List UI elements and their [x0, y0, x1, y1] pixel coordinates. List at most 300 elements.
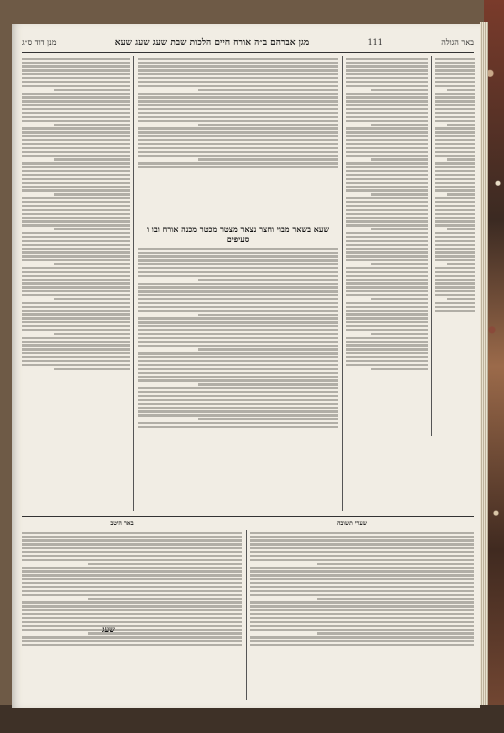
text-line [346, 143, 428, 145]
text-line [346, 139, 428, 141]
text-line [250, 605, 474, 607]
text-line [346, 255, 428, 257]
main-text-upper [138, 56, 338, 221]
text-line [435, 255, 475, 257]
text-line [435, 271, 475, 273]
text-line [250, 629, 474, 631]
header-title: מגן אברהם ב״ה אורח חיים הלכות שבת שעג שעג שעא [114, 37, 310, 48]
text-line [22, 282, 130, 284]
text-line [138, 69, 338, 71]
text-line [22, 170, 130, 172]
text-line [346, 77, 428, 79]
text-line [22, 294, 130, 296]
text-line [435, 151, 475, 153]
text-line [346, 65, 428, 67]
text-line [22, 81, 130, 83]
text-line [346, 205, 428, 207]
text-line [435, 182, 475, 184]
text-line [138, 410, 338, 412]
text-line [346, 317, 428, 319]
text-line [138, 368, 338, 370]
text-line [346, 244, 428, 246]
text-line [435, 251, 475, 253]
text-line [447, 89, 475, 91]
text-line [250, 555, 474, 557]
text-line [346, 166, 428, 168]
text-line [22, 352, 130, 354]
text-line [138, 162, 338, 164]
text-line [138, 356, 338, 358]
text-line [346, 209, 428, 211]
text-line [250, 601, 474, 603]
footnote-siman-word: שעג [102, 624, 115, 634]
text-line [22, 116, 130, 118]
text-line [22, 578, 242, 580]
text-line [346, 279, 428, 281]
text-line [346, 104, 428, 106]
text-line [346, 178, 428, 180]
text-line [54, 333, 130, 335]
text-line [371, 333, 428, 335]
text-line [22, 143, 130, 145]
text-line [435, 162, 475, 164]
text-line [22, 313, 130, 315]
text-line [435, 306, 475, 308]
column-separator [133, 56, 134, 511]
text-line [22, 135, 130, 137]
text-line [346, 93, 428, 95]
text-line [250, 644, 474, 646]
text-line [435, 220, 475, 222]
text-line [346, 321, 428, 323]
text-line [22, 555, 242, 557]
text-line [22, 360, 130, 362]
text-line [435, 189, 475, 191]
text-line [346, 352, 428, 354]
text-line [435, 248, 475, 250]
text-line [346, 348, 428, 350]
footnote-right-text [250, 530, 474, 700]
text-line [435, 244, 475, 246]
text-line [435, 100, 475, 102]
text-line [22, 290, 130, 292]
text-line [22, 601, 242, 603]
text-line [22, 104, 130, 106]
text-line [250, 609, 474, 611]
text-line [138, 116, 338, 118]
text-line [435, 286, 475, 288]
text-line [435, 116, 475, 118]
text-line [346, 182, 428, 184]
text-line [88, 563, 242, 565]
text-line [250, 567, 474, 569]
text-line [138, 85, 338, 87]
text-line [435, 290, 475, 292]
text-line [138, 364, 338, 366]
text-line [138, 317, 338, 319]
text-line [435, 112, 475, 114]
text-line [435, 166, 475, 168]
text-line [138, 341, 338, 343]
text-line [435, 81, 475, 83]
text-line [22, 543, 242, 545]
text-line [22, 232, 130, 234]
text-line [346, 147, 428, 149]
text-line [22, 108, 130, 110]
commentary-left-column [22, 56, 130, 511]
text-line [435, 267, 475, 269]
text-line [138, 387, 338, 389]
text-line [435, 104, 475, 106]
text-line [22, 636, 242, 638]
text-line [22, 120, 130, 122]
text-line [138, 73, 338, 75]
text-line [22, 306, 130, 308]
text-line [138, 399, 338, 401]
text-line [346, 325, 428, 327]
text-line [22, 240, 130, 242]
text-line [22, 182, 130, 184]
text-line [138, 135, 338, 137]
text-line [250, 621, 474, 623]
text-line [138, 283, 338, 285]
text-line [22, 147, 130, 149]
text-line [22, 617, 242, 619]
text-line [138, 104, 338, 106]
text-line [346, 313, 428, 315]
text-line [138, 275, 338, 277]
text-line [22, 590, 242, 592]
text-line [138, 96, 338, 98]
text-line [447, 124, 475, 126]
text-line [138, 321, 338, 323]
text-line [346, 337, 428, 339]
text-line [435, 279, 475, 281]
text-line [22, 93, 130, 95]
text-line [447, 193, 475, 195]
text-line [22, 236, 130, 238]
text-line [138, 120, 338, 122]
text-line [22, 341, 130, 343]
text-line [250, 625, 474, 627]
text-line [138, 112, 338, 114]
text-line [435, 294, 475, 296]
text-line [250, 636, 474, 638]
text-line [138, 155, 338, 157]
text-line [22, 189, 130, 191]
text-line [435, 147, 475, 149]
siman-heading: שעא בשאר מבוי וחצר נצאר מצטר מכטר מכנה אורח ובו ו סעיפים [146, 224, 330, 244]
text-line [22, 197, 130, 199]
text-line [138, 372, 338, 374]
text-line [435, 178, 475, 180]
text-line [317, 632, 474, 634]
text-line [435, 135, 475, 137]
text-line [250, 559, 474, 561]
text-line [346, 170, 428, 172]
text-line [198, 89, 338, 91]
header-right-label: באר הגולה [441, 37, 474, 47]
text-line [346, 294, 428, 296]
text-line [346, 100, 428, 102]
text-line [138, 139, 338, 141]
text-line [346, 271, 428, 273]
text-line [198, 158, 338, 160]
book-page [12, 24, 480, 708]
text-line [22, 574, 242, 576]
text-line [138, 62, 338, 64]
text-line [22, 255, 130, 257]
text-line [346, 240, 428, 242]
text-line [346, 306, 428, 308]
text-line [138, 306, 338, 308]
text-line [346, 236, 428, 238]
text-line [371, 193, 428, 195]
text-line [447, 228, 475, 230]
text-line [346, 112, 428, 114]
text-line [435, 143, 475, 145]
text-line [138, 379, 338, 381]
text-line [138, 329, 338, 331]
text-line [346, 197, 428, 199]
text-line [198, 348, 338, 350]
text-line [138, 255, 338, 257]
text-line [435, 201, 475, 203]
text-line [138, 360, 338, 362]
text-line [346, 151, 428, 153]
text-line [250, 574, 474, 576]
text-line [346, 282, 428, 284]
column-separator [431, 56, 432, 436]
text-line [250, 594, 474, 596]
text-line [138, 407, 338, 409]
text-line [435, 131, 475, 133]
text-line [138, 81, 338, 83]
text-line [138, 325, 338, 327]
text-line [435, 302, 475, 304]
text-line [22, 69, 130, 71]
text-line [250, 590, 474, 592]
text-line [435, 224, 475, 226]
text-line [22, 224, 130, 226]
text-line [250, 536, 474, 538]
text-line [138, 58, 338, 60]
text-line [22, 166, 130, 168]
header-page-number: 111 [367, 37, 383, 47]
footnote-left-title: באר היטב [110, 520, 134, 527]
text-line [22, 205, 130, 207]
text-line [22, 251, 130, 253]
text-line [317, 563, 474, 565]
text-line [346, 162, 428, 164]
text-line [22, 279, 130, 281]
text-line [138, 263, 338, 265]
text-line [138, 302, 338, 304]
header-left-label: מנן דוד ס״ג [22, 37, 57, 47]
text-line [435, 139, 475, 141]
text-line [138, 248, 338, 250]
text-line [22, 551, 242, 553]
text-line [346, 186, 428, 188]
text-line [447, 263, 475, 265]
text-line [346, 131, 428, 133]
text-line [22, 186, 130, 188]
column-separator [342, 56, 343, 511]
text-line [54, 298, 130, 300]
text-line [22, 621, 242, 623]
text-line [22, 248, 130, 250]
text-line [346, 62, 428, 64]
text-line [346, 116, 428, 118]
text-line [22, 344, 130, 346]
text-line [435, 73, 475, 75]
text-line [88, 598, 242, 600]
commentary-right-column [346, 56, 428, 511]
text-line [22, 62, 130, 64]
text-line [22, 613, 242, 615]
text-line [447, 158, 475, 160]
text-line [22, 594, 242, 596]
text-line [435, 108, 475, 110]
text-line [371, 124, 428, 126]
text-line [138, 271, 338, 273]
text-line [22, 329, 130, 331]
text-line [435, 127, 475, 129]
text-line [22, 96, 130, 98]
text-line [435, 259, 475, 261]
text-line [22, 127, 130, 129]
text-line [346, 217, 428, 219]
text-line [346, 302, 428, 304]
text-line [22, 559, 242, 561]
text-line [250, 570, 474, 572]
page-edges [480, 22, 488, 712]
column-separator [246, 530, 247, 700]
text-line [138, 376, 338, 378]
text-line [22, 139, 130, 141]
header-rule [22, 52, 474, 53]
text-line [22, 174, 130, 176]
text-line [22, 267, 130, 269]
text-line [22, 131, 130, 133]
text-line [435, 186, 475, 188]
text-line [22, 271, 130, 273]
text-line [138, 151, 338, 153]
text-line [346, 96, 428, 98]
text-line [198, 418, 338, 420]
text-line [22, 364, 130, 366]
text-line [435, 236, 475, 238]
text-line [22, 625, 242, 627]
text-line [138, 391, 338, 393]
text-line [22, 337, 130, 339]
text-line [346, 232, 428, 234]
text-line [346, 356, 428, 358]
text-line [22, 532, 242, 534]
text-line [138, 337, 338, 339]
footnote-right-title: שערי תשובה [336, 520, 368, 527]
text-line [346, 259, 428, 261]
text-line [54, 158, 130, 160]
text-line [435, 62, 475, 64]
text-line [250, 640, 474, 642]
text-line [138, 395, 338, 397]
text-line [346, 248, 428, 250]
text-line [346, 155, 428, 157]
text-line [346, 275, 428, 277]
text-line [198, 383, 338, 385]
text-line [138, 286, 338, 288]
text-line [22, 217, 130, 219]
text-line [22, 547, 242, 549]
text-line [435, 205, 475, 207]
text-line [22, 178, 130, 180]
text-line [435, 65, 475, 67]
text-line [435, 69, 475, 71]
text-line [198, 314, 338, 316]
text-line [198, 124, 338, 126]
text-line [138, 298, 338, 300]
text-line [250, 617, 474, 619]
text-line [22, 321, 130, 323]
text-line [435, 174, 475, 176]
table-surface [0, 705, 504, 733]
text-line [22, 567, 242, 569]
text-line [22, 73, 130, 75]
text-line [250, 582, 474, 584]
text-line [54, 368, 130, 370]
main-text-lower [138, 246, 338, 511]
text-line [22, 302, 130, 304]
margin-notes [435, 56, 475, 426]
text-line [22, 58, 130, 60]
text-line [435, 93, 475, 95]
text-line [22, 310, 130, 312]
text-line [435, 58, 475, 60]
text-line [346, 344, 428, 346]
text-line [346, 73, 428, 75]
text-line [346, 329, 428, 331]
text-line [346, 135, 428, 137]
footnote-left-text [22, 530, 242, 700]
text-line [22, 155, 130, 157]
text-line [138, 127, 338, 129]
text-line [435, 282, 475, 284]
text-line [346, 220, 428, 222]
text-line [54, 228, 130, 230]
text-line [22, 317, 130, 319]
text-line [138, 333, 338, 335]
text-line [250, 613, 474, 615]
text-line [22, 220, 130, 222]
text-line [371, 158, 428, 160]
text-line [22, 286, 130, 288]
text-line [346, 81, 428, 83]
text-line [138, 65, 338, 67]
text-line [447, 298, 475, 300]
text-line [22, 539, 242, 541]
text-line [22, 356, 130, 358]
text-line [138, 422, 338, 424]
text-line [346, 286, 428, 288]
text-line [22, 605, 242, 607]
text-line [346, 120, 428, 122]
text-line [435, 120, 475, 122]
text-line [346, 58, 428, 60]
text-line [435, 77, 475, 79]
text-line [22, 112, 130, 114]
text-line [54, 263, 130, 265]
